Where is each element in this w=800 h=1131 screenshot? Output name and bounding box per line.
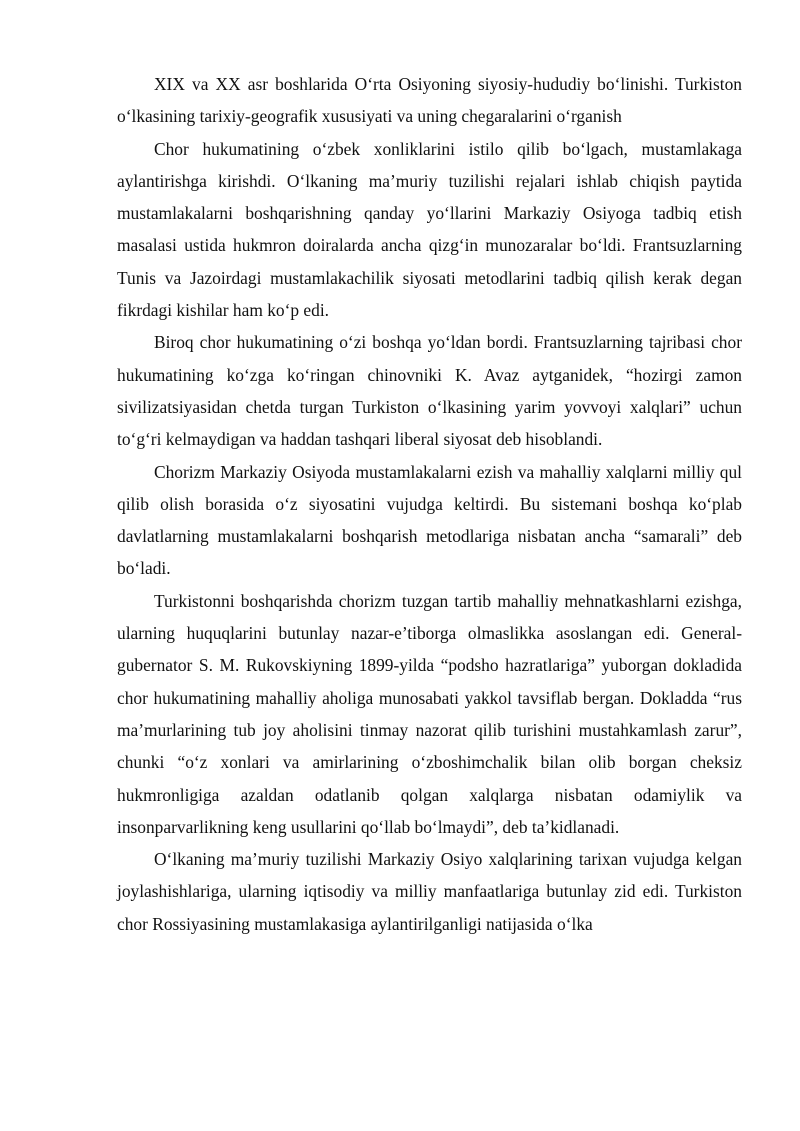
body-paragraph: Biroq chor hukumatining o‘zi boshqa yo‘ldan bordi. Frantsuzlarning tajribasi chor hukumatining ko‘zga ko‘ringan chinovniki K. Avaz aytganidek, “hozirgi zamon sivilizatsiyasidan chetda turgan Turkiston o‘lkasining yarim yovvoyi xalqlari” uchun to‘g‘ri kelmaydigan va haddan tashqari liberal siyosat deb hisoblandi.: [117, 332, 742, 450]
body-paragraph: Chorizm Markaziy Osiyoda mustamlakalarni ezish va mahalliy xalqlarni milliy qul qilib olish borasida o‘z siyosatini vujudga keltirdi. Bu sistemani boshqa ko‘plab davlatlarning mustamlakalarni boshqarish metodlariga nisbatan ancha “samarali” deb bo‘ladi.: [117, 461, 742, 579]
body-paragraph: O‘lkaning ma’muriy tuzilishi Markaziy Osiyo xalqlarining tarixan vujudga kelgan joylashishlariga, ularning iqtisodiy va milliy manfaatlariga butunlay zid edi. Turkiston chor Rossiyasining mustamlakasiga aylantirilganligi natijasida o‘lka: [117, 849, 742, 934]
body-paragraph: Chor hukumatining o‘zbek xonliklarini istilo qilib bo‘lgach, mustamlakaga aylantirishga kirishdi. O‘lkaning ma’muriy tuzilishi rejalari ishlab chiqish paytida mustamlakalarni boshqarishning qanday yo‘llarini Markaziy Osiyoga tadbiq etish masalasi ustida hukmron doiralarda ancha qizg‘in munozaralar bo‘ldi. Frantsuzlarning Tunis va Jazoirdagi mustamlakachilik siyosati metodlarini tadbiq qilish kerak degan fikrdagi kishilar ham ko‘p edi.: [117, 138, 742, 321]
body-paragraph: Turkistonni boshqarishda chorizm tuzgan tartib mahalliy mehnatkashlarni ezishga, ularning huquqlarini butunlay nazar-e’tiborga olmaslikka asoslangan edi. General-gubernator S. M. Rukovskiyning 1899-yilda “podsho hazratlariga” yuborgan dokladida chor hukumatining mahalliy aholiga munosabati yakkol tavsiflab bergan. Dokladda “rus ma’murlarining tub joy aholisini tinmay nazorat qilib turishini mustahkamlash zarur”, chunki “o‘z xonlari va amirlarining o‘zboshimchalik bilan olib borgan cheksiz hukmronligiga azaldan odatlanib qolgan xalqlarga nisbatan odamiylik va insonparvarlikning keng usullarini qo‘llab bo‘lmaydi”, deb ta’kidlanadi.: [117, 590, 742, 837]
heading-paragraph: XIX va XX asr boshlarida O‘rta Osiyoning siyosiy-hududiy bo‘linishi. Turkiston o‘lkasining tarixiy-geografik xususiyati va uning chegaralarini o‘rganish: [117, 74, 742, 127]
document-page: [117, 68, 742, 940]
